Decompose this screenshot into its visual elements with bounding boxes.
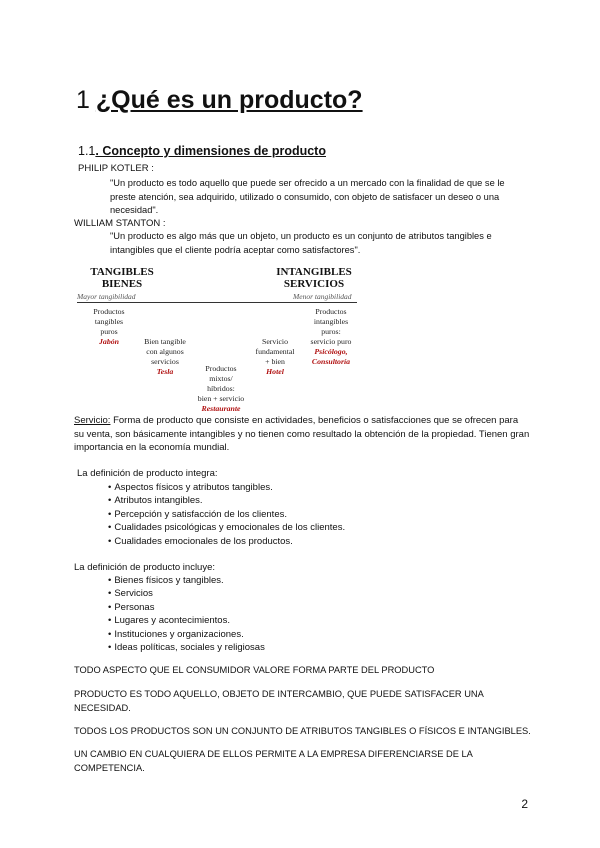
- integra-list: [108, 481, 345, 548]
- bienes-label: BIENES: [101, 278, 143, 290]
- node-line: tangibles: [94, 317, 124, 326]
- node-line: Productos: [315, 307, 347, 316]
- node-line: servicios: [151, 357, 179, 366]
- node-line: Servicio: [262, 337, 288, 346]
- node-line: Productos: [93, 307, 125, 316]
- node-line: bien + servicio: [197, 394, 245, 403]
- node-line: Bien tangible: [144, 337, 186, 346]
- tangibles-header: [85, 266, 159, 290]
- statement-1: TODO ASPECTO QUE EL CONSUMIDOR VALORE FORMA PARTE DEL PRODUCTO: [74, 665, 435, 675]
- list-item: • Atributos intangibles.: [108, 494, 345, 507]
- list-item: • Percepción y satisfacción de los clientes.: [108, 508, 345, 521]
- section-title: [78, 144, 326, 158]
- diagram-node-mixtos: [190, 364, 252, 414]
- servicio-definition: [74, 414, 530, 455]
- title-number: 1: [76, 86, 90, 114]
- node-example: Psicólogo,: [314, 347, 348, 356]
- tangibles-label: TANGIBLES: [90, 266, 154, 278]
- kotler-name: PHILIP KOTLER :: [78, 163, 154, 174]
- list-item: • Cualidades emocionales de los productos.: [108, 535, 345, 548]
- section-number: 1.1: [78, 144, 96, 158]
- tangibility-axis-line: [77, 302, 357, 303]
- node-line: con algunos: [146, 347, 184, 356]
- integra-title: La definición de producto integra:: [77, 468, 218, 479]
- diagram-node-servicio-fundamental: [247, 337, 303, 377]
- node-example: Hotel: [266, 367, 284, 376]
- kotler-quote: "Un producto es todo aquello que puede ser ofrecido a un mercado con la finalidad de que se le preste atención, sea adquirido, utilizado o consumido, con objeto de satisfacer un deseo o una necesidad".: [110, 178, 505, 215]
- node-line: intangibles: [313, 317, 349, 326]
- intangibles-header: [275, 266, 353, 290]
- incluye-title: La definición de producto incluye:: [74, 562, 216, 573]
- servicio-text: Forma de producto que consiste en actividades, beneficios o satisfacciones que se ofrecen para su venta, son básicamente intangibles y no tienen como resultado la obtención de la propiedad. Tienen gran importancia en la economía mundial.: [74, 415, 530, 453]
- list-item: • Personas: [108, 601, 265, 614]
- diagram-node-bien-tangible: [137, 337, 193, 377]
- node-example: Consultoría: [311, 357, 351, 366]
- servicios-label: SERVICIOS: [283, 278, 345, 290]
- node-line: Productos: [205, 364, 237, 373]
- node-example: Restaurante: [201, 404, 241, 413]
- statement-3: TODOS LOS PRODUCTOS SON UN CONJUNTO DE ATRIBUTOS TANGIBLES O FÍSICOS E INTANGIBLES.: [74, 726, 531, 736]
- node-line: + bien: [265, 357, 285, 366]
- node-line: mixtos/: [209, 374, 233, 383]
- tangibility-diagram: [75, 264, 375, 414]
- page-number: 2: [521, 797, 528, 811]
- servicio-label: Servicio:: [74, 415, 111, 426]
- menor-tangibilidad-label: Menor tangibilidad: [293, 292, 352, 301]
- list-item: • Servicios: [108, 587, 265, 600]
- intangibles-label: INTANGIBLES: [276, 266, 352, 278]
- list-item: • Instituciones y organizaciones.: [108, 628, 265, 641]
- list-item: • Cualidades psicológicas y emocionales de los clientes.: [108, 521, 345, 534]
- section-text: . Concepto y dimensiones de producto: [95, 144, 326, 158]
- node-line: híbridos:: [207, 384, 235, 393]
- statement-2: PRODUCTO ES TODO AQUELLO, OBJETO DE INTERCAMBIO, QUE PUEDE SATISFACER UNA NECESIDAD.: [74, 689, 484, 713]
- mayor-tangibilidad-label: Mayor tangibilidad: [77, 292, 136, 301]
- node-example: Jabón: [99, 337, 119, 346]
- list-item: • Ideas políticas, sociales y religiosas: [108, 641, 265, 654]
- node-example: Tesla: [156, 367, 174, 376]
- diagram-node-tangibles-puros: [81, 307, 137, 347]
- list-item: • Lugares y acontecimientos.: [108, 614, 265, 627]
- diagram-node-intangibles-puros: [301, 307, 361, 367]
- statement-4: UN CAMBIO EN CUALQUIERA DE ELLOS PERMITE A LA EMPRESA DIFERENCIARSE DE LA COMPETENCIA.: [74, 749, 473, 773]
- node-line: puros:: [321, 327, 341, 336]
- node-line: fundamental: [255, 347, 295, 356]
- stanton-name: WILLIAM STANTON :: [74, 218, 166, 229]
- node-line: puros: [100, 327, 118, 336]
- incluye-list: [108, 574, 265, 654]
- list-item: • Aspectos físicos y atributos tangibles.: [108, 481, 345, 494]
- stanton-quote: "Un producto es algo más que un objeto, un producto es un conjunto de atributos tangibles e intangibles que el cliente podría aceptar como satisfactores".: [110, 231, 492, 255]
- title-text: ¿Qué es un producto?: [95, 86, 363, 114]
- page-title: [76, 86, 363, 115]
- list-item: • Bienes físicos y tangibles.: [108, 574, 265, 587]
- node-line: servicio puro: [310, 337, 352, 346]
